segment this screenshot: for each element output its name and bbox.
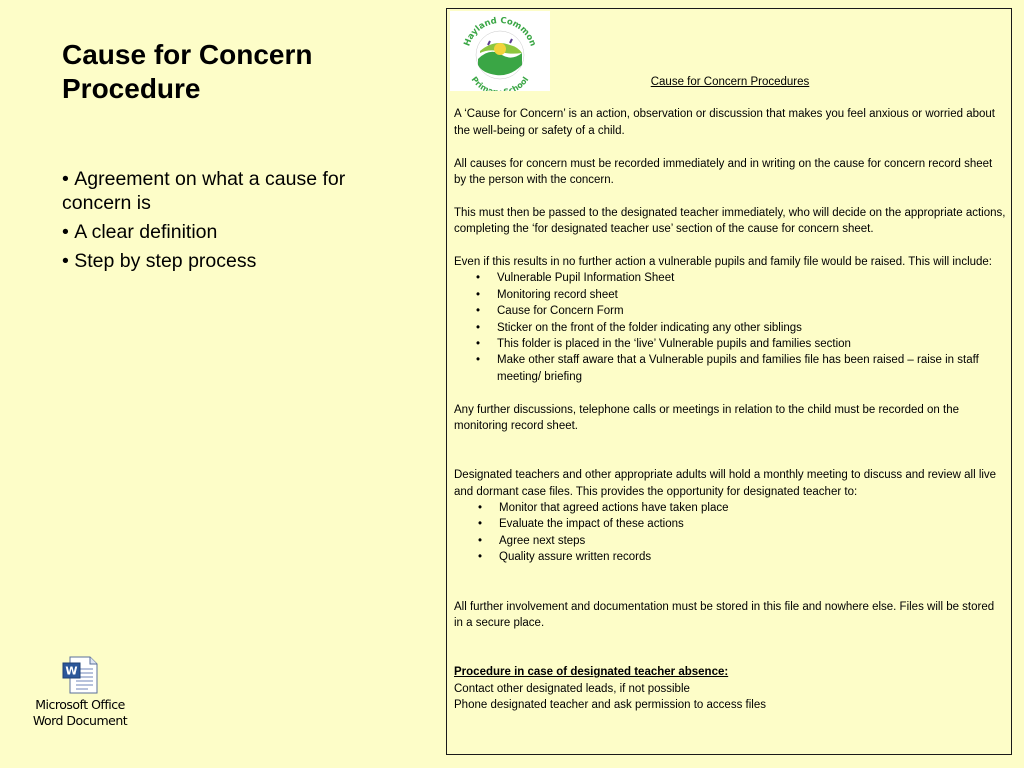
logo-text-bottom: Prim chool <box>469 75 531 91</box>
logo-text-top: Hayland Common <box>462 15 538 48</box>
absence-line: Phone designated teacher and ask permission to access files <box>454 698 766 711</box>
document-title: Cause for Concern Procedures <box>650 76 810 88</box>
document-preview <box>446 8 1012 755</box>
paragraph: Designated teachers and other appropriate adults will hold a monthly meeting to discuss and review all live and dormant case files. This provides the opportunity for designated teacher to: <box>454 469 997 498</box>
paragraph: A ‘Cause for Concern’ is an action, observation or discussion that makes you feel anxious or worried about the well-being or safety of a child. <box>454 108 995 137</box>
meeting-actions-list <box>454 500 1006 566</box>
list-item: • Sticker on the front of the folder indicating any other siblings <box>454 320 1006 336</box>
file-contents-list <box>454 270 1006 385</box>
list-item: • This folder is placed in the ‘live’ Vulnerable pupils and families section <box>454 336 1006 352</box>
embedded-object-label: Word Document <box>32 713 128 728</box>
slide-bullet-list <box>62 167 392 278</box>
list-item: • Evaluate the impact of these actions <box>454 516 1006 532</box>
paragraph: All further involvement and documentation must be stored in this file and nowhere else. Files will be stored in a secure place. <box>454 600 995 629</box>
list-item: • Cause for Concern Form <box>454 303 1006 319</box>
paragraph: Any further discussions, telephone calls or meetings in relation to the child must be recorded on the monitoring record sheet. <box>454 403 960 433</box>
embedded-object-label: Microsoft Office <box>35 697 125 712</box>
list-item: • Monitoring record sheet <box>454 287 1006 303</box>
slide-bullet: • Step by step process <box>62 249 392 273</box>
paragraph: This must then be passed to the designated teacher immediately, who will decide on the appropriate actions, completing the ‘for designated teacher use’ section of the cause for concern sheet. <box>454 206 1006 236</box>
list-item: • Quality assure written records <box>454 549 1006 565</box>
slide-bullet: • Agreement on what a cause for concern is <box>62 167 392 215</box>
embedded-word-document[interactable] <box>22 656 138 729</box>
absence-line: Contact other designated leads, if not possible <box>454 682 690 695</box>
document-body <box>454 74 1006 713</box>
paragraph: All causes for concern must be recorded immediately and in writing on the cause for concern record sheet by the person with the concern. <box>454 157 993 187</box>
word-document-icon <box>62 656 98 694</box>
slide-title: Cause for Concern Procedure <box>62 39 313 104</box>
paragraph: Even if this results in no further action a vulnerable pupils and family file would be raised. This will include: <box>454 256 993 269</box>
slide-bullet: • A clear definition <box>62 220 392 244</box>
list-item: • Agree next steps <box>454 533 1006 549</box>
list-item: • Vulnerable Pupil Information Sheet <box>454 270 1006 286</box>
list-item: • Monitor that agreed actions have taken place <box>454 500 1006 516</box>
svg-text:W: W <box>65 664 78 678</box>
list-item: • Make other staff aware that a Vulnerable pupils and families file has been raised – raise in staff meeting/ briefing <box>454 352 1006 385</box>
absence-heading: Procedure in case of designated teacher absence: <box>454 666 729 679</box>
